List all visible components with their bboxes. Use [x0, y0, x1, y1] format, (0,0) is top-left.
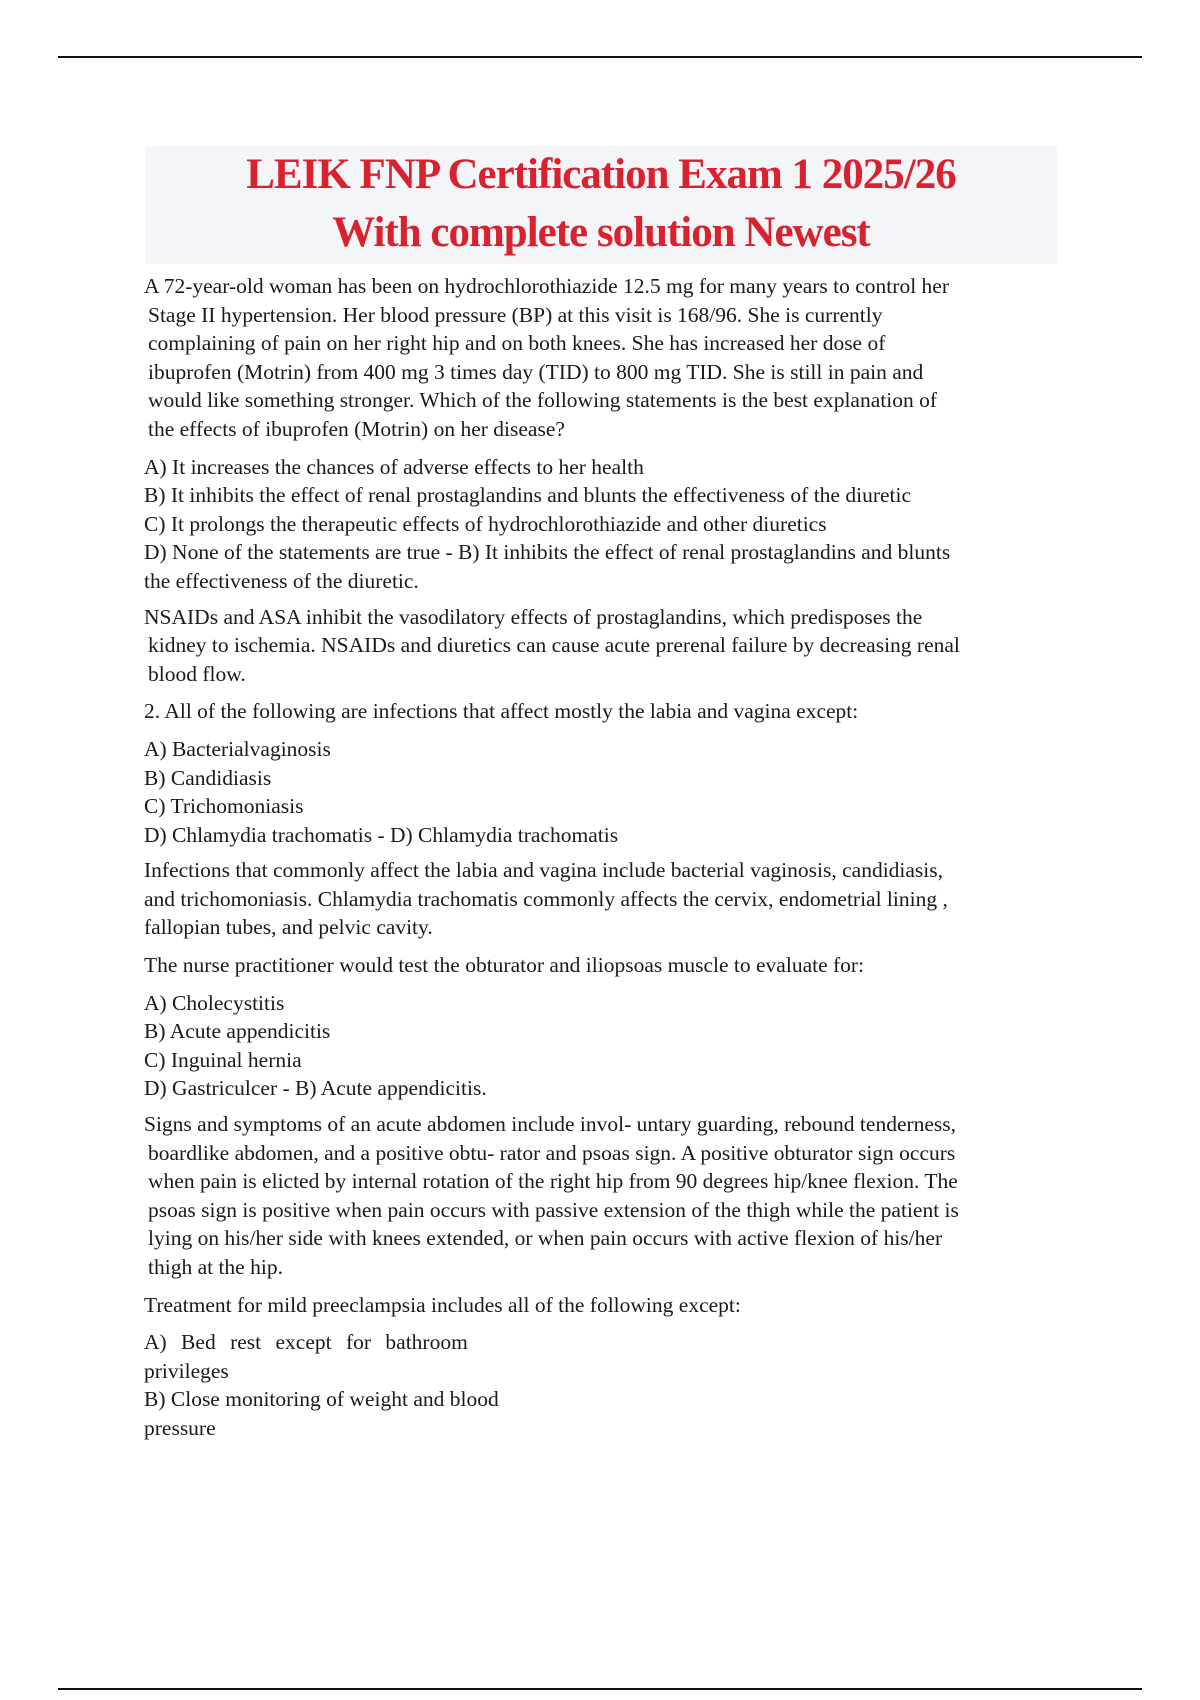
- option-a: A) Cholecystitis: [144, 990, 285, 1015]
- text-line: blood flow.: [148, 661, 246, 686]
- top-rule: [58, 56, 1142, 58]
- option-b: B) Close monitoring of weight and blood: [144, 1387, 499, 1412]
- text-line: ibuprofen (Motrin) from 400 mg 3 times day (TID) to 800 mg TID. She is still in pain and: [148, 359, 924, 384]
- text-line: Stage II hypertension. Her blood pressure (BP) at this visit is 168/96. She is currently: [148, 302, 883, 327]
- question-1-options: [144, 453, 1064, 596]
- question-1-rationale: [144, 603, 1064, 689]
- question-3-stem: [144, 951, 1064, 980]
- question-3-options: [144, 989, 1064, 1103]
- question-3-rationale: [144, 1110, 1064, 1282]
- text-line: and trichomoniasis. Chlamydia trachomatis commonly affects the cervix, endometrial lining ,: [144, 886, 948, 911]
- question-1-stem: [144, 272, 1064, 444]
- text-line: Infections that commonly affect the labia and vagina include bacterial vaginosis, candidiasis,: [144, 858, 944, 883]
- text-line: the effects of ibuprofen (Motrin) on her disease?: [148, 416, 565, 441]
- option-a: A) Bacterialvaginosis: [144, 736, 331, 761]
- text-line: boardlike abdomen, and a positive obtu- rator and psoas sign. A positive obturator sign occurs: [148, 1140, 956, 1165]
- question-4-stem: [144, 1291, 1064, 1320]
- text-line: psoas sign is positive when pain occurs with passive extension of the thigh while the patient is: [148, 1197, 959, 1222]
- text-line: fallopian tubes, and pelvic cavity.: [144, 915, 433, 940]
- text-line: NSAIDs and ASA inhibit the vasodilatory effects of prostaglandins, which predisposes the: [144, 604, 923, 629]
- text-line: when pain is elicted by internal rotation of the right hip from 90 degrees hip/knee flexion. The: [148, 1169, 958, 1194]
- option-d: D) None of the statements are true - B) It inhibits the effect of renal prostaglandins and blunts: [144, 540, 951, 565]
- title-line-2: With complete solution Newest: [332, 209, 870, 256]
- text-line: Signs and symptoms of an acute abdomen include invol- untary guarding, rebound tenderness,: [144, 1112, 957, 1137]
- text-line: A 72-year-old woman has been on hydrochlorothiazide 12.5 mg for many years to control her: [144, 274, 949, 298]
- option-d: D) Chlamydia trachomatis - D) Chlamydia trachomatis: [144, 822, 619, 847]
- text-line: Treatment for mild preeclampsia includes all of the following except:: [144, 1292, 741, 1317]
- text-line: lying on his/her side with knees extended, or when pain occurs with active flexion of his/her: [148, 1226, 943, 1251]
- text-line: would like something stronger. Which of the following statements is the best explanation of: [148, 388, 937, 413]
- question-2-rationale: [144, 856, 1064, 942]
- option-b: B) Acute appendicitis: [144, 1019, 331, 1044]
- option-c: C) Trichomoniasis: [144, 794, 304, 819]
- title-line-1: LEIK FNP Certification Exam 1 2025/26: [246, 151, 956, 198]
- option-b: B) It inhibits the effect of renal prostaglandins and blunts the effectiveness of the diuretic: [144, 483, 912, 508]
- option-d: D) Gastriculcer - B) Acute appendicitis.: [144, 1076, 487, 1101]
- option-c: C) It prolongs the therapeutic effects of hydrochlorothiazide and other diuretics: [144, 511, 827, 536]
- text-line: complaining of pain on her right hip and on both knees. She has increased her dose of: [148, 331, 886, 356]
- bottom-rule: [58, 1688, 1142, 1690]
- document-body: [144, 272, 1064, 1450]
- text-line: kidney to ischemia. NSAIDs and diuretics can cause acute prerenal failure by decreasing renal: [148, 633, 960, 658]
- option-d-continued: the effectiveness of the diuretic.: [144, 568, 419, 593]
- text-line: thigh at the hip.: [148, 1255, 283, 1279]
- question-4-options: [144, 1328, 1064, 1442]
- text-line: 2. All of the following are infections that affect mostly the labia and vagina except:: [144, 699, 859, 724]
- question-2-stem: [144, 697, 1064, 726]
- question-2-options: [144, 735, 1064, 849]
- option-a-continued: privileges: [144, 1358, 229, 1383]
- document-title: [145, 146, 1057, 264]
- option-c: C) Inguinal hernia: [144, 1047, 302, 1072]
- option-a: A) It increases the chances of adverse effects to her health: [144, 454, 644, 479]
- option-a: A) Bed rest except for bathroom: [144, 1330, 468, 1355]
- option-b-continued: pressure: [144, 1415, 216, 1440]
- text-line: The nurse practitioner would test the obturator and iliopsoas muscle to evaluate for:: [144, 953, 865, 978]
- option-b: B) Candidiasis: [144, 765, 272, 790]
